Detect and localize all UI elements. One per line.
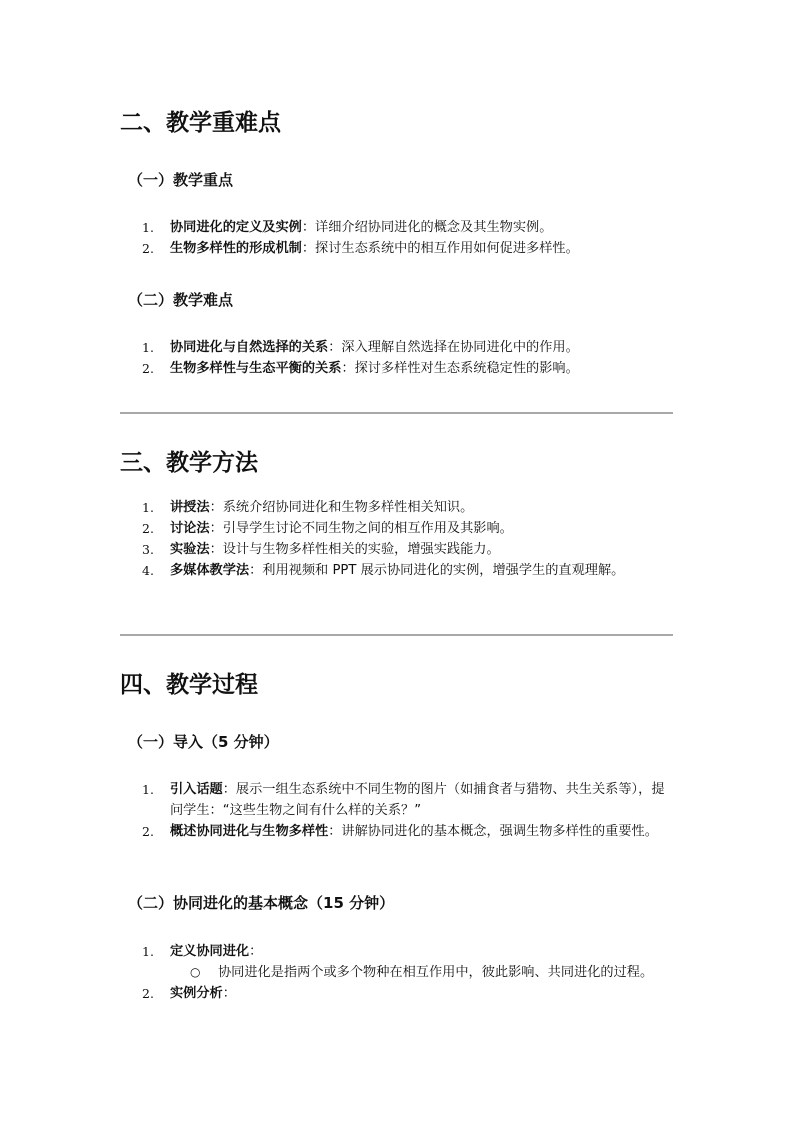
list-item — [120, 779, 673, 821]
list-item — [120, 560, 673, 581]
list-item — [120, 358, 673, 379]
item-number: 2. — [142, 824, 154, 839]
item-text: ： — [222, 986, 236, 1001]
item-number: 1. — [142, 220, 154, 235]
item-text: ：深入理解自然选择在协同进化中的作用。 — [328, 340, 579, 355]
item-term: 定义协同进化 — [170, 944, 250, 959]
subsection-title-intro: （一）导入（5 分钟） — [128, 733, 279, 751]
item-term: 协同进化的定义及实例 — [170, 220, 302, 235]
item-number: 4. — [142, 563, 154, 578]
section-title-difficulty: 二、教学重难点 — [120, 110, 281, 136]
methods-list — [120, 497, 673, 581]
item-term: 讲授法 — [170, 500, 210, 515]
item-text: ：展示一组生态系统中不同生物的图片（如捕食者与猎物、共生关系等），提问学生：“这些生物之间有什么样的关系？” — [170, 782, 665, 818]
item-term: 概述协同进化与生物多样性 — [170, 824, 329, 839]
item-text: ：引导学生讨论不同生物之间的相互作用及其影响。 — [209, 521, 513, 536]
item-number: 3. — [142, 542, 154, 557]
item-text: ：利用视频和 PPT 展示协同进化的实例，增强学生的直观理解。 — [249, 563, 625, 578]
intro-list — [120, 779, 673, 842]
item-term: 生物多样性与生态平衡的关系 — [170, 361, 342, 376]
list-item — [120, 337, 673, 358]
item-number: 1. — [142, 944, 154, 959]
item-text: ：探讨多样性对生态系统稳定性的影响。 — [341, 361, 579, 376]
item-text: ：设计与生物多样性相关的实验，增强实践能力。 — [209, 542, 500, 557]
section-title-methods: 三、教学方法 — [120, 450, 258, 476]
list-item — [120, 518, 673, 539]
item-text: ：探讨生态系统中的相互作用如何促进多样性。 — [301, 241, 579, 256]
list-item — [120, 983, 673, 1004]
item-number: 2. — [142, 521, 154, 536]
subsection-title-key-points: （一）教学重点 — [128, 171, 234, 189]
item-term: 协同进化与自然选择的关系 — [170, 340, 329, 355]
section-title-process: 四、教学过程 — [120, 672, 258, 698]
item-term: 多媒体教学法 — [170, 563, 250, 578]
item-number: 1. — [142, 782, 154, 797]
hard-points-list — [120, 337, 673, 379]
item-term: 实例分析 — [170, 986, 223, 1001]
list-item — [120, 821, 673, 842]
list-item — [120, 539, 673, 560]
concept-list — [120, 941, 673, 1004]
item-term: 引入话题 — [170, 782, 223, 797]
list-item — [120, 217, 673, 238]
item-text: ：详细介绍协同进化的概念及其生物实例。 — [301, 220, 553, 235]
subsection-title-concept: （二）协同进化的基本概念（15 分钟） — [128, 894, 395, 912]
item-number: 2. — [142, 986, 154, 1001]
sub-item-text: 协同进化是指两个或多个物种在相互作用中，彼此影响、共同进化的过程。 — [218, 965, 654, 980]
section-divider — [120, 634, 673, 636]
section-divider — [120, 412, 673, 414]
item-term: 生物多样性的形成机制 — [170, 241, 302, 256]
list-item — [120, 941, 673, 983]
list-item — [120, 497, 673, 518]
subsection-title-hard-points: （二）教学难点 — [128, 291, 234, 309]
item-term: 实验法 — [170, 542, 210, 557]
item-number: 2. — [142, 361, 154, 376]
item-number: 1. — [142, 500, 154, 515]
item-text: ：讲解协同进化的基本概念，强调生物多样性的重要性。 — [328, 824, 658, 839]
list-item — [120, 238, 673, 259]
item-term: 讨论法 — [170, 521, 210, 536]
sub-list-item — [170, 962, 673, 983]
item-text: ： — [249, 944, 263, 959]
key-points-list — [120, 217, 673, 259]
item-number: 1. — [142, 340, 154, 355]
circle-bullet-icon: ○ — [190, 965, 201, 979]
item-number: 2. — [142, 241, 154, 256]
item-text: ：系统介绍协同进化和生物多样性相关知识。 — [209, 500, 474, 515]
